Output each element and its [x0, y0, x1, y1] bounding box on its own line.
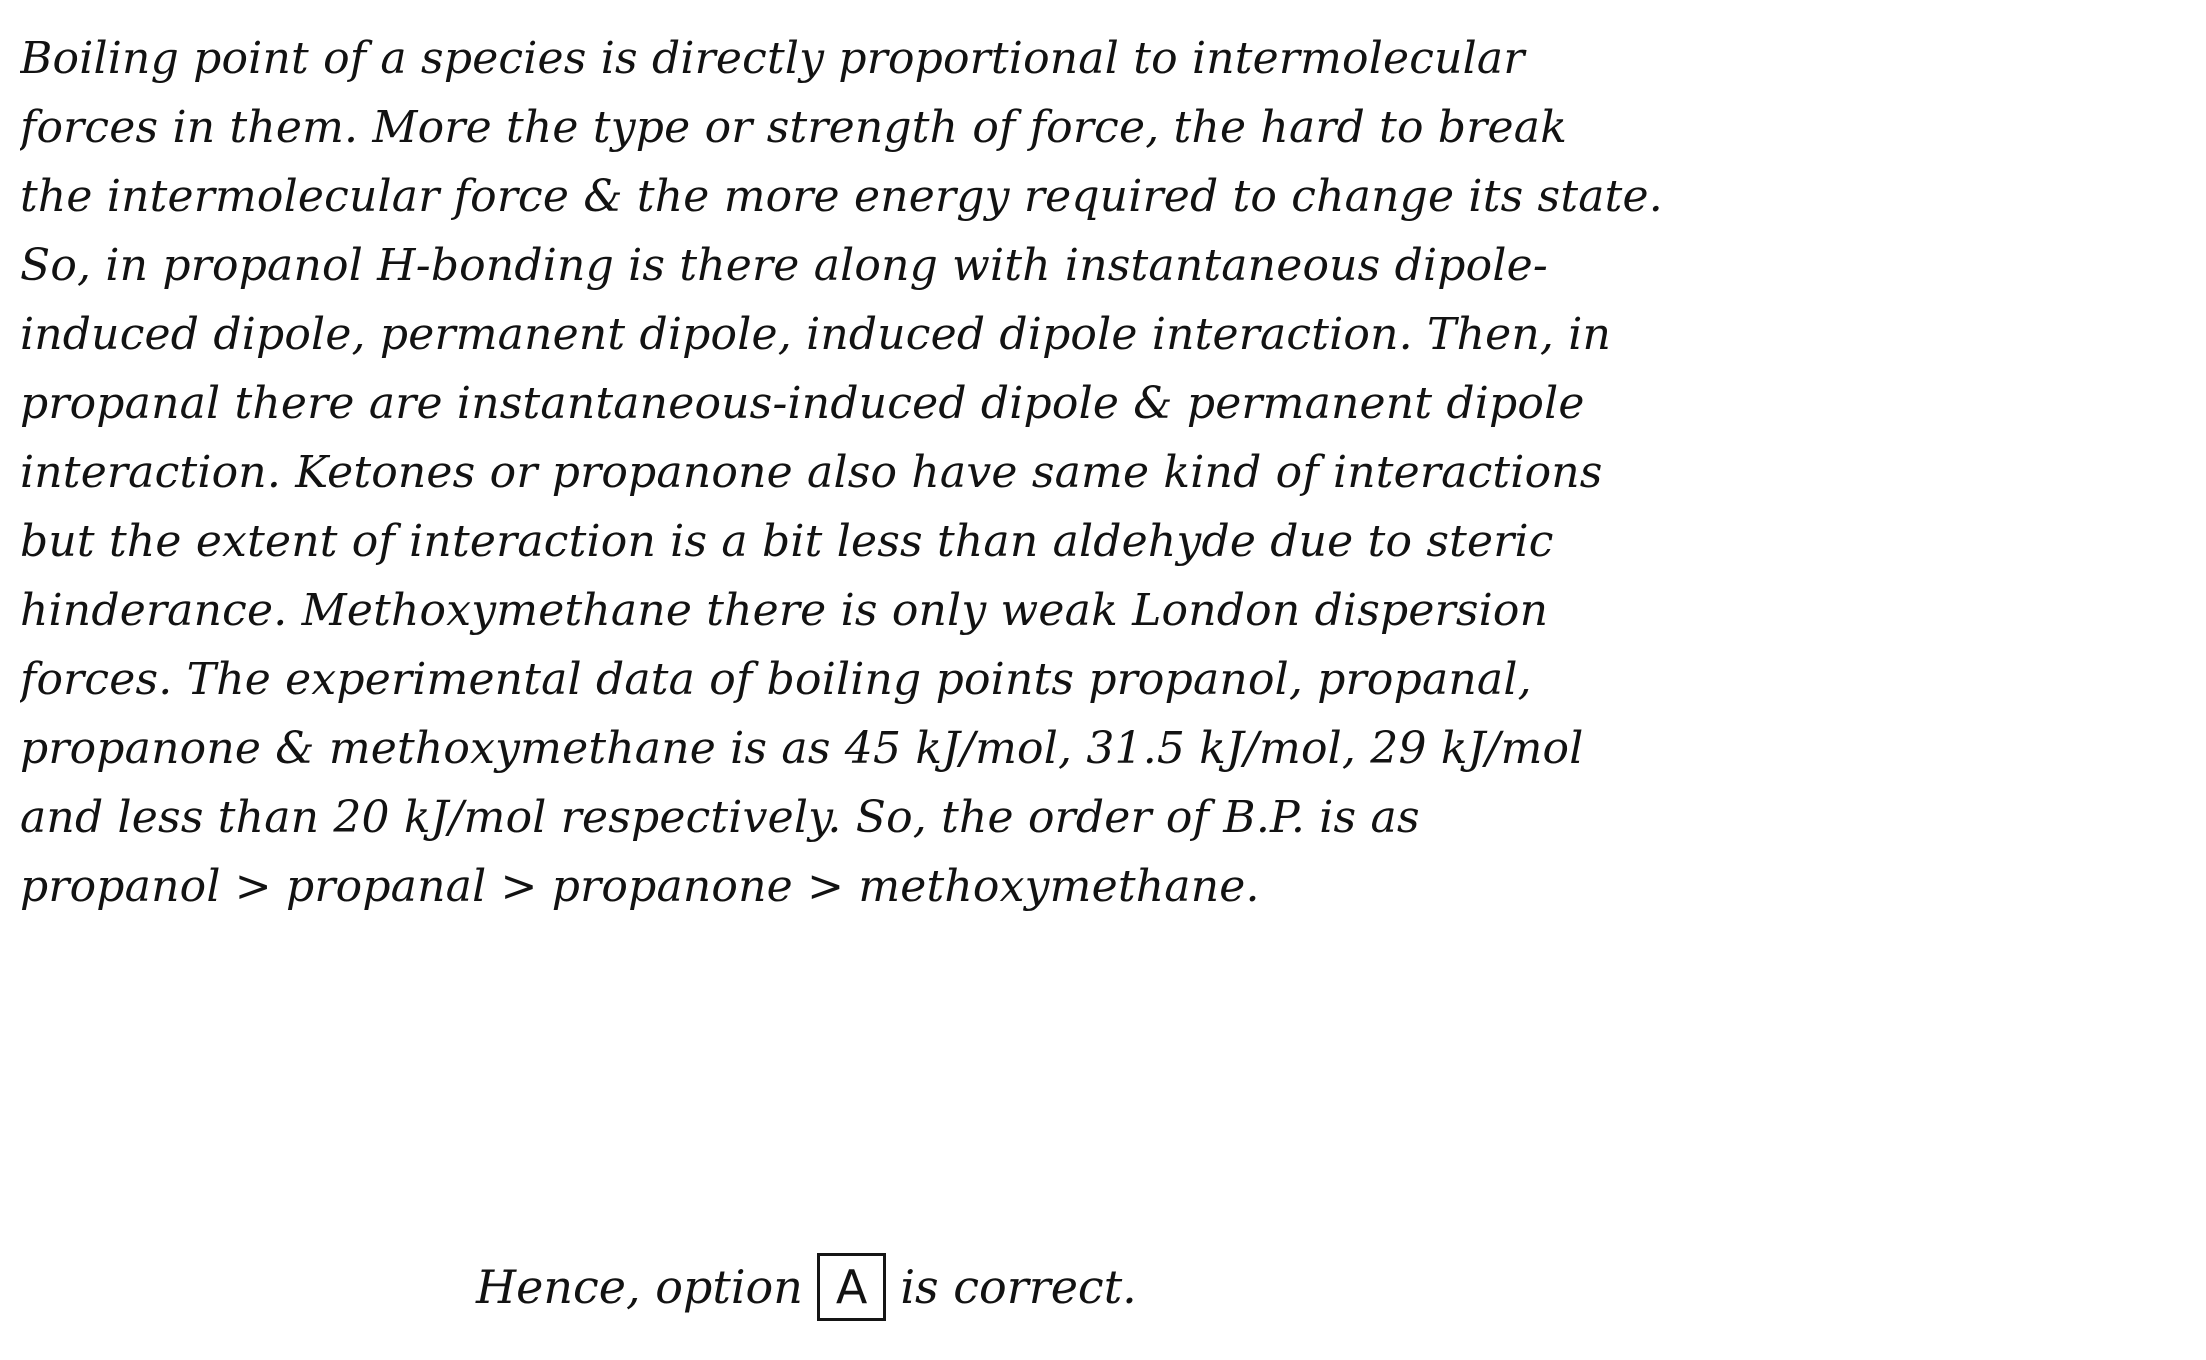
text-line-6: propanal there are instantaneous-induced dipole & permanent dipole: [20, 378, 1585, 429]
text-line-3: the intermolecular force & the more energy required to change its state.: [20, 171, 1663, 222]
text-line-8: but the extent of interaction is a bit less than aldehyde due to steric: [20, 516, 1554, 567]
conclusion-line: [476, 1247, 1137, 1327]
text-line-12: and less than 20 kJ/mol respectively. So, the order of B.P. is as: [20, 792, 1420, 843]
text-line-7: interaction. Ketones or propanone also have same kind of interactions: [20, 447, 1603, 498]
text-line-2: forces in them. More the type or strength of force, the hard to break: [20, 102, 1568, 153]
text-line-9: hinderance. Methoxymethane there is only weak London dispersion: [20, 585, 1549, 636]
explanation-text: [20, 24, 2160, 921]
conclusion-suffix: is correct.: [900, 1260, 1137, 1314]
text-line-13: propanol > propanal > propanone > methoxymethane.: [20, 861, 1260, 912]
text-line-11: propanone & methoxymethane is as 45 kJ/mol, 31.5 kJ/mol, 29 kJ/mol: [20, 723, 1584, 774]
text-line-5: induced dipole, permanent dipole, induced dipole interaction. Then, in: [20, 309, 1612, 360]
conclusion-prefix: Hence, option: [476, 1260, 803, 1314]
text-line-10: forces. The experimental data of boiling points propanol, propanal,: [20, 654, 1532, 705]
answer-option-box: A: [817, 1253, 886, 1321]
text-line-4: So, in propanol H-bonding is there along with instantaneous dipole-: [20, 240, 1548, 291]
text-line-1: Boiling point of a species is directly proportional to intermolecular: [20, 33, 1525, 84]
